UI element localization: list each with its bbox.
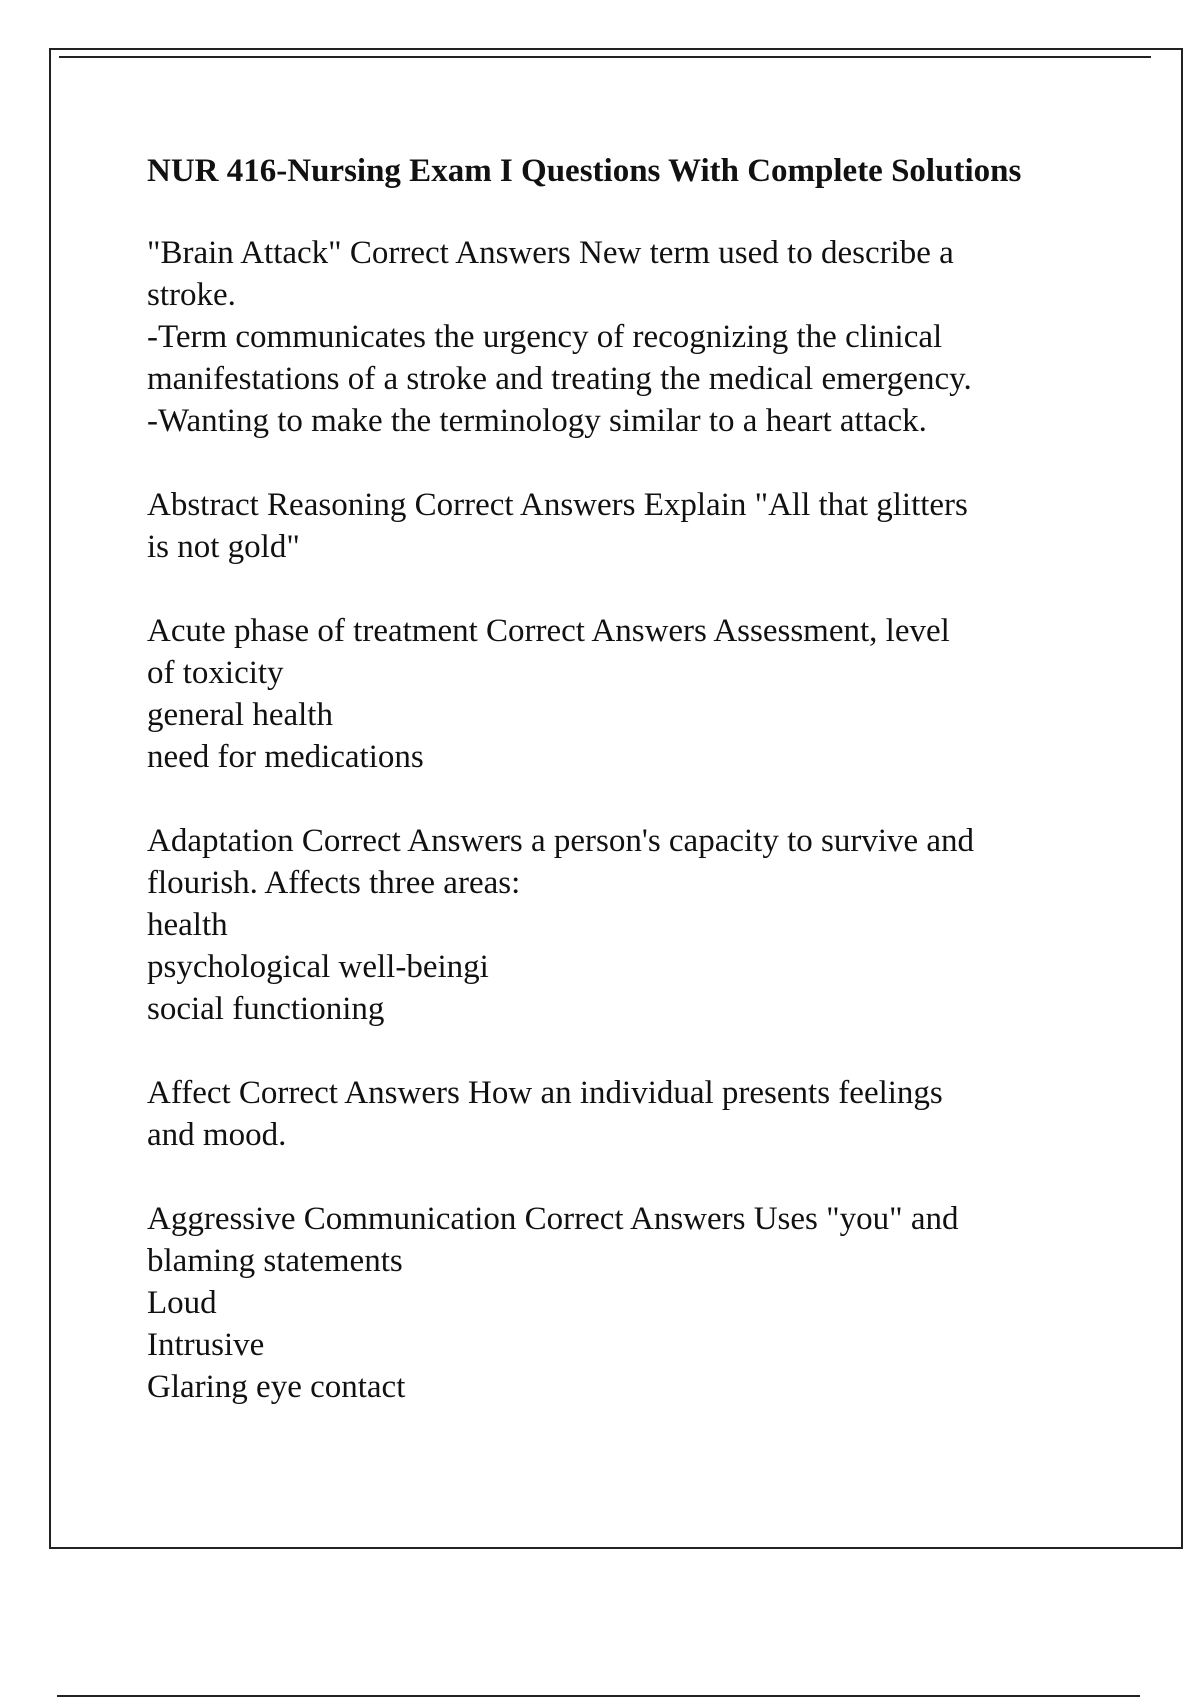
entry-line: stroke. (147, 277, 236, 313)
entry-line: of toxicity (147, 655, 284, 691)
entry-line: social functioning (147, 991, 385, 1027)
entry-line: Aggressive Communication Correct Answers Uses "you" and (147, 1201, 959, 1237)
document-title: NUR 416-Nursing Exam I Questions With Complete Solutions (147, 153, 1022, 189)
document-content (147, 150, 1137, 1450)
entry-line: Acute phase of treatment Correct Answers Assessment, level (147, 613, 950, 649)
entry-line: Glaring eye contact (147, 1369, 406, 1405)
entry-line: and mood. (147, 1117, 287, 1153)
entry-line: manifestations of a stroke and treating the medical emergency. (147, 361, 972, 397)
entry-acute-phase (147, 610, 1137, 778)
entry-adaptation (147, 820, 1137, 1030)
entry-line: blaming statements (147, 1243, 403, 1279)
top-rule (59, 56, 1151, 58)
entry-line: flourish. Affects three areas: (147, 865, 521, 901)
entry-line: Loud (147, 1285, 217, 1321)
entry-line: Adaptation Correct Answers a person's capacity to survive and (147, 823, 975, 859)
entry-abstract-reasoning (147, 484, 1137, 568)
bottom-rule (57, 1695, 1140, 1697)
entry-line: Affect Correct Answers How an individual presents feelings (147, 1075, 943, 1111)
entry-line: Intrusive (147, 1327, 265, 1363)
entry-line: "Brain Attack" Correct Answers New term used to describe a (147, 235, 954, 271)
entry-aggressive-communication (147, 1198, 1137, 1408)
entry-line: psychological well-beingi (147, 949, 489, 985)
entry-line: -Wanting to make the terminology similar to a heart attack. (147, 403, 927, 439)
entry-line: is not gold" (147, 529, 300, 565)
entry-line: health (147, 907, 228, 943)
page-border (49, 48, 1183, 1549)
entry-brain-attack (147, 232, 1137, 442)
entry-line: Abstract Reasoning Correct Answers Explain "All that glitters (147, 487, 968, 523)
entry-line: general health (147, 697, 333, 733)
entry-affect (147, 1072, 1137, 1156)
entry-line: need for medications (147, 739, 424, 775)
entry-line: -Term communicates the urgency of recognizing the clinical (147, 319, 943, 355)
